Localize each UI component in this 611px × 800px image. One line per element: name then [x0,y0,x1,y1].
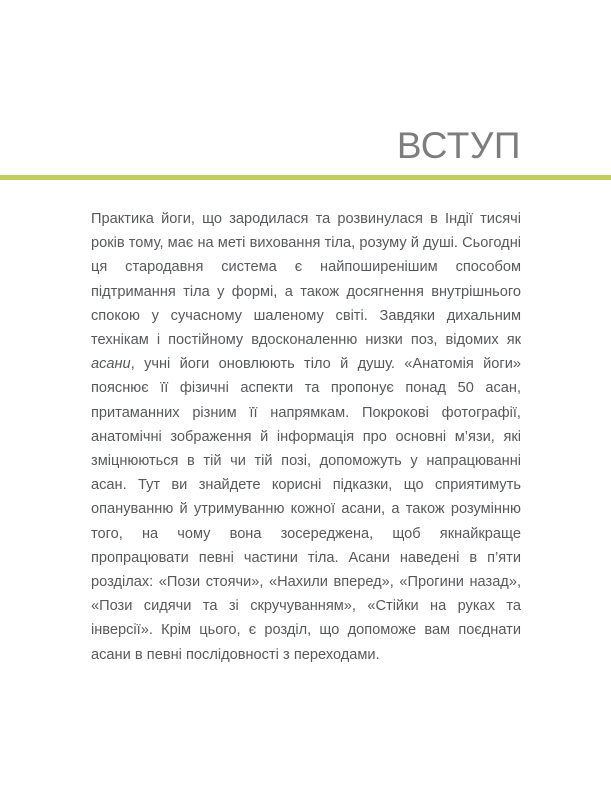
page-title: ВСТУП [396,125,521,166]
intro-paragraph-part-1: Практика йоги, що зародилася та розвинулася в Індії тисячі років тому, має на меті виховання тіла, розуму й душі. Сьогодні ця стародавня система є найпоширенішим способом підтримання тіла у формі, а також досягнення внутрішнього спокою у сучасному шаленому світі. Завдяки дихальним технікам і постійному вдосконаленню низки поз, відомих як [91,211,521,349]
body-column [91,207,521,667]
chapter-divider-rule [0,175,611,180]
intro-paragraph-part-2: , учні йоги оновлюють тіло й душу. «Анатомія йоги» пояснює її фізичні аспекти та пропонує понад 50 асан, притаманних різним її напрямкам. Покрокові фотографії, анатомічні зображення й інформація про основні м’язи, які зміцнюються в тій чи тій позі, допоможуть у напрацюванні асан. Тут ви знайдете корисні підказки, що сприятимуть опануванню й утримуванню кожної асани, а також розумінню того, на чому вона зосереджена, щоб якнайкраще пропрацювати певні частини тіла. Асани наведені в п’яти розділах: «Пози стоячи», «Нахили вперед», «Прогини назад», «Пози сидячи та зі скручуванням», «Стійки на руках та інверсії». Крім цього, є розділ, що допоможе вам поєднати асани в певні послідовності з переходами. [91,356,521,663]
term-asany-italic: асани [91,356,131,373]
intro-paragraph [91,207,521,667]
